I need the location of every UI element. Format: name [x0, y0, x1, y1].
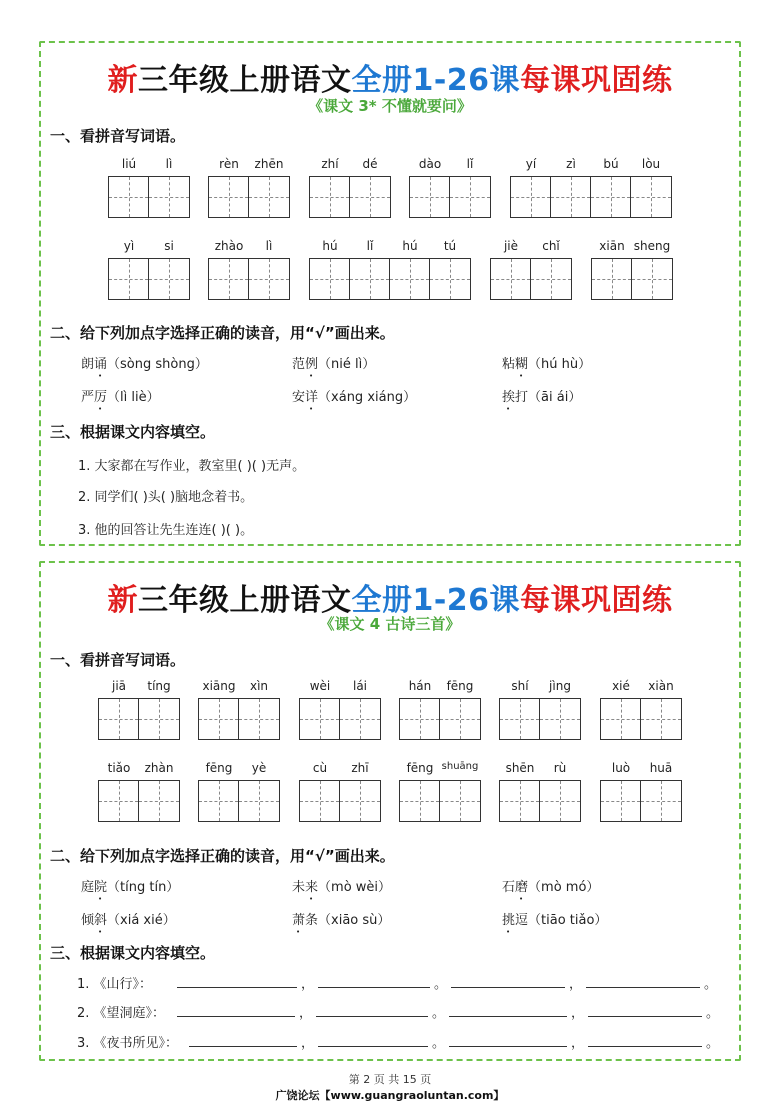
- pinyin-syllable: rèn: [219, 157, 239, 171]
- pinyin-line: [591, 239, 673, 255]
- word-group: [108, 157, 190, 219]
- answer-blank[interactable]: [451, 976, 565, 988]
- pinyin-syllable: zhī: [351, 761, 369, 775]
- pronunciation-choice[interactable]: [502, 876, 599, 903]
- writing-grid: [208, 258, 290, 300]
- pinyin-syllable: jìng: [549, 679, 571, 693]
- word-char: 条: [305, 913, 319, 928]
- dotted-char: 斜: [94, 913, 108, 928]
- writing-grid: [299, 780, 381, 822]
- title-part-range: 全册1-26课: [351, 63, 521, 98]
- tianzige-box[interactable]: [632, 259, 672, 299]
- tianzige-box[interactable]: [511, 177, 551, 217]
- title-part-new: 新: [107, 63, 138, 98]
- pinyin-line: [198, 761, 280, 777]
- punctuation: ，: [569, 977, 583, 992]
- tianzige-box[interactable]: [149, 259, 189, 299]
- answer-blank[interactable]: [177, 1005, 295, 1017]
- pinyin-syllable: rù: [553, 761, 567, 775]
- tianzige-box[interactable]: [99, 699, 139, 739]
- poem-fill-item: [77, 1032, 723, 1051]
- tianzige-box[interactable]: [631, 177, 671, 217]
- pinyin-syllable: wèi: [309, 679, 331, 693]
- fill-item-1[interactable]: 1. 大家都在写作业，教室里( )( )无声。: [78, 459, 306, 474]
- tianzige-box[interactable]: [410, 177, 450, 217]
- dotted-char: 诵: [94, 357, 108, 372]
- pinyin-syllable: lái: [352, 679, 368, 693]
- pinyin-syllable: huā: [649, 761, 673, 775]
- pinyin-line: [600, 679, 682, 695]
- writing-grid: [309, 176, 391, 218]
- pronunciation-choice[interactable]: [81, 353, 208, 380]
- lesson-subtitle: 《课文 3* 不懂就要问》: [308, 97, 472, 115]
- tianzige-box[interactable]: [500, 699, 540, 739]
- word-group: [299, 679, 381, 741]
- word-group: [510, 157, 672, 219]
- writing-grid: [299, 698, 381, 740]
- pinyin-options[interactable]: （xáng xiáng）: [318, 390, 417, 405]
- answer-blank[interactable]: [588, 1035, 702, 1047]
- pinyin-line: [399, 679, 481, 695]
- answer-blank[interactable]: [449, 1035, 567, 1047]
- word-group: [399, 761, 481, 823]
- tianzige-box[interactable]: [641, 781, 681, 821]
- word-group: [98, 761, 180, 823]
- answer-blank[interactable]: [586, 976, 700, 988]
- tianzige-box[interactable]: [531, 259, 571, 299]
- section-heading-fill: 三、根据课文内容填空。: [50, 944, 216, 962]
- card-title: [41, 55, 739, 99]
- writing-grid: [490, 258, 572, 300]
- pinyin-syllable: shí: [511, 679, 529, 693]
- dotted-char: 院: [94, 880, 108, 895]
- pinyin-options[interactable]: （sòng shòng）: [107, 357, 208, 372]
- dotted-char: 糊: [515, 357, 529, 372]
- tianzige-box[interactable]: [591, 177, 631, 217]
- pinyin-syllable: yè: [251, 761, 267, 775]
- pinyin-options[interactable]: （xiá xié）: [107, 913, 176, 928]
- punctuation: 。: [434, 977, 448, 992]
- pinyin-syllable: lòu: [641, 157, 661, 171]
- tianzige-box[interactable]: [491, 259, 531, 299]
- tianzige-box[interactable]: [99, 781, 139, 821]
- pinyin-syllable: jiè: [503, 239, 519, 253]
- section-heading-pinyin: 一、看拼音写词语。: [50, 651, 186, 669]
- word-group: [499, 679, 581, 741]
- exercise-card-lesson-3: [39, 41, 741, 546]
- word-group: [600, 761, 682, 823]
- writing-grid: [600, 698, 682, 740]
- word-char: 打: [515, 390, 529, 405]
- pinyin-line: [499, 679, 581, 695]
- tianzige-box[interactable]: [440, 699, 480, 739]
- answer-blank[interactable]: [189, 1035, 297, 1047]
- punctuation: ，: [571, 1006, 585, 1021]
- writing-grid: [309, 258, 471, 300]
- tianzige-box[interactable]: [249, 177, 289, 217]
- word-char: 严: [81, 390, 95, 405]
- dotted-char: 挑: [502, 913, 516, 928]
- writing-grid: [108, 258, 190, 300]
- tianzige-box[interactable]: [340, 781, 380, 821]
- tianzige-box[interactable]: [440, 781, 480, 821]
- word-char: 逗: [515, 913, 529, 928]
- lesson-subtitle: 《课文 4 古诗三首》: [319, 615, 461, 633]
- pinyin-syllable: lì: [165, 157, 173, 171]
- pronunciation-choice[interactable]: [502, 353, 591, 380]
- tianzige-box[interactable]: [641, 699, 681, 739]
- pinyin-line: [510, 157, 672, 173]
- word-group: [98, 679, 180, 741]
- pinyin-options[interactable]: （mò wèi）: [318, 880, 392, 895]
- pinyin-syllable: fēng: [205, 761, 233, 775]
- tianzige-box[interactable]: [500, 781, 540, 821]
- word-group: [309, 157, 391, 219]
- pinyin-syllable: lǐ: [466, 157, 474, 171]
- exercise-card-lesson-4: [39, 561, 741, 1061]
- pinyin-options[interactable]: （xiāo sù）: [318, 913, 391, 928]
- tianzige-box[interactable]: [450, 177, 490, 217]
- title-part-grade: 三年级上册语文: [137, 63, 352, 98]
- tianzige-box[interactable]: [601, 699, 641, 739]
- pinyin-line: [399, 761, 481, 777]
- writing-grid: [409, 176, 491, 218]
- tianzige-box[interactable]: [109, 259, 149, 299]
- section-heading-pinyin: 一、看拼音写词语。: [50, 127, 186, 145]
- pinyin-line: [198, 679, 280, 695]
- tianzige-box[interactable]: [310, 259, 350, 299]
- pronunciation-choice[interactable]: [502, 386, 581, 413]
- word-group: [299, 761, 381, 823]
- dotted-char: 萧: [292, 913, 306, 928]
- word-group: [208, 157, 290, 219]
- pronunciation-choice[interactable]: [292, 386, 416, 413]
- pinyin-syllable: zhí: [321, 157, 339, 171]
- writing-grid: [499, 780, 581, 822]
- word-group: [198, 761, 280, 823]
- title-part-practice: 每课巩固练: [520, 583, 673, 618]
- word-group: [309, 239, 471, 301]
- tianzige-box[interactable]: [300, 699, 340, 739]
- dotted-char: 来: [305, 880, 319, 895]
- pinyin-line: [108, 157, 190, 173]
- writing-grid: [198, 698, 280, 740]
- pronunciation-choice[interactable]: [292, 876, 391, 903]
- pinyin-syllable: xiān: [599, 239, 625, 253]
- pinyin-syllable: luò: [611, 761, 631, 775]
- tianzige-box[interactable]: [149, 177, 189, 217]
- writing-grid: [98, 780, 180, 822]
- word-char: 粘: [502, 357, 516, 372]
- pronunciation-choice[interactable]: [81, 876, 179, 903]
- pinyin-syllable: zì: [566, 157, 576, 171]
- pinyin-syllable: tú: [443, 239, 457, 253]
- pinyin-syllable: tíng: [147, 679, 171, 693]
- tianzige-box[interactable]: [199, 699, 239, 739]
- section-heading-fill: 三、根据课文内容填空。: [50, 423, 216, 441]
- tianzige-box[interactable]: [551, 177, 591, 217]
- writing-grid: [208, 176, 290, 218]
- pinyin-syllable: zhàn: [144, 761, 174, 775]
- punctuation: 。: [432, 1006, 446, 1021]
- tianzige-box[interactable]: [592, 259, 632, 299]
- pinyin-options[interactable]: （āi ái）: [528, 390, 582, 405]
- tianzige-box[interactable]: [400, 699, 440, 739]
- pinyin-syllable: liú: [121, 157, 137, 171]
- fill-item-2[interactable]: 2. 同学们( )头( )脑地念着书。: [78, 490, 254, 505]
- pinyin-line: [499, 761, 581, 777]
- word-char: 倾: [81, 913, 95, 928]
- answer-blank[interactable]: [318, 976, 430, 988]
- pinyin-syllable: xiāng: [202, 679, 236, 693]
- word-char: 未: [292, 880, 306, 895]
- title-part-range: 全册1-26课: [351, 583, 521, 618]
- fill-item-3[interactable]: 3. 他的回答让先生连连( )( )。: [78, 523, 254, 538]
- dotted-char: 详: [305, 390, 319, 405]
- pinyin-line: [208, 239, 290, 255]
- pinyin-options[interactable]: （nié lì）: [318, 357, 376, 372]
- tianzige-box[interactable]: [209, 177, 249, 217]
- answer-blank[interactable]: [316, 1005, 428, 1017]
- tianzige-box[interactable]: [540, 781, 580, 821]
- punctuation: 。: [706, 1036, 720, 1051]
- tianzige-box[interactable]: [400, 781, 440, 821]
- punctuation: 。: [706, 1006, 720, 1021]
- pinyin-syllable: dào: [418, 157, 442, 171]
- tianzige-box[interactable]: [601, 781, 641, 821]
- pinyin-syllable: shuāng: [441, 761, 479, 772]
- pinyin-line: [208, 157, 290, 173]
- pinyin-syllable: zhēn: [254, 157, 284, 171]
- word-group: [208, 239, 290, 301]
- pinyin-options[interactable]: （tíng tín）: [107, 880, 180, 895]
- punctuation: ，: [301, 977, 315, 992]
- word-char: 庭: [81, 880, 95, 895]
- pinyin-line: [309, 239, 471, 255]
- word-char: 范: [292, 357, 306, 372]
- pinyin-options[interactable]: （lì liè）: [107, 390, 160, 405]
- writing-grid: [510, 176, 672, 218]
- writing-grid: [499, 698, 581, 740]
- pinyin-syllable: chǐ: [542, 239, 560, 253]
- pronunciation-choice[interactable]: [81, 909, 176, 936]
- tianzige-box[interactable]: [239, 781, 279, 821]
- pinyin-line: [299, 761, 381, 777]
- site-footer: 广饶论坛【www.guangraoluntan.com】: [275, 1089, 505, 1102]
- pronunciation-choice[interactable]: [292, 909, 390, 936]
- pinyin-syllable: cù: [312, 761, 328, 775]
- tianzige-box[interactable]: [239, 699, 279, 739]
- pinyin-syllable: si: [164, 239, 174, 253]
- pinyin-line: [490, 239, 572, 255]
- poem-title: 1. 《山行》：: [77, 977, 153, 992]
- word-group: [490, 239, 572, 301]
- dotted-char: 挨: [502, 390, 516, 405]
- tianzige-box[interactable]: [340, 699, 380, 739]
- tianzige-box[interactable]: [350, 177, 390, 217]
- punctuation: ，: [301, 1036, 315, 1051]
- tianzige-box[interactable]: [139, 781, 179, 821]
- word-group: [600, 679, 682, 741]
- punctuation: 。: [704, 977, 718, 992]
- tianzige-box[interactable]: [139, 699, 179, 739]
- pinyin-line: [98, 761, 180, 777]
- word-group: [499, 761, 581, 823]
- tianzige-box[interactable]: [300, 781, 340, 821]
- pinyin-syllable: hú: [322, 239, 338, 253]
- pinyin-line: [98, 679, 180, 695]
- pinyin-line: [409, 157, 491, 173]
- pinyin-syllable: xìn: [249, 679, 269, 693]
- title-part-practice: 每课巩固练: [520, 63, 673, 98]
- tianzige-box[interactable]: [109, 177, 149, 217]
- pinyin-syllable: hán: [408, 679, 432, 693]
- page-number: 第 2 页 共 15 页: [348, 1073, 432, 1086]
- answer-blank[interactable]: [449, 1005, 567, 1017]
- tianzige-box[interactable]: [390, 259, 430, 299]
- word-char: 安: [292, 390, 306, 405]
- poem-title: 2. 《望洞庭》：: [77, 1006, 166, 1021]
- pinyin-options[interactable]: （mò mó）: [528, 880, 600, 895]
- pinyin-syllable: bú: [603, 157, 619, 171]
- tianzige-box[interactable]: [540, 699, 580, 739]
- pronunciation-choice[interactable]: [502, 909, 607, 936]
- poem-fill-item: [77, 973, 721, 992]
- title-part-grade: 三年级上册语文: [137, 583, 352, 618]
- pinyin-syllable: sheng: [633, 239, 671, 253]
- section-heading-pronunciation: 二、给下列加点字选择正确的读音，用“√”画出来。: [50, 847, 395, 865]
- writing-grid: [591, 258, 673, 300]
- word-group: [409, 157, 491, 219]
- dotted-char: 例: [305, 357, 319, 372]
- punctuation: ，: [571, 1036, 585, 1051]
- tianzige-box[interactable]: [430, 259, 470, 299]
- pinyin-syllable: zhào: [214, 239, 244, 253]
- word-group: [399, 679, 481, 741]
- word-group: [198, 679, 280, 741]
- pinyin-syllable: xiàn: [648, 679, 674, 693]
- writing-grid: [108, 176, 190, 218]
- poem-fill-item: [77, 1002, 723, 1021]
- tianzige-box[interactable]: [310, 177, 350, 217]
- section-heading-pronunciation: 二、给下列加点字选择正确的读音，用“√”画出来。: [50, 324, 395, 342]
- pronunciation-choice[interactable]: [292, 353, 375, 380]
- title-part-new: 新: [107, 583, 138, 618]
- pinyin-syllable: hú: [402, 239, 418, 253]
- pinyin-syllable: xié: [612, 679, 630, 693]
- pinyin-line: [309, 157, 391, 173]
- dotted-char: 厉: [94, 390, 108, 405]
- pinyin-syllable: yí: [525, 157, 537, 171]
- answer-blank[interactable]: [177, 976, 297, 988]
- pinyin-syllable: shēn: [505, 761, 535, 775]
- word-char: 石: [502, 880, 516, 895]
- pinyin-line: [600, 761, 682, 777]
- pinyin-line: [299, 679, 381, 695]
- word-group: [591, 239, 673, 301]
- writing-grid: [198, 780, 280, 822]
- writing-grid: [600, 780, 682, 822]
- answer-blank[interactable]: [318, 1035, 428, 1047]
- punctuation: 。: [432, 1036, 446, 1051]
- dotted-char: 磨: [515, 880, 529, 895]
- pinyin-syllable: tiǎo: [107, 761, 131, 775]
- pinyin-options[interactable]: （hú hù）: [528, 357, 592, 372]
- word-char: 朗: [81, 357, 95, 372]
- pinyin-syllable: lì: [265, 239, 273, 253]
- pinyin-syllable: yì: [123, 239, 135, 253]
- poem-title: 3. 《夜书所见》：: [77, 1036, 179, 1051]
- pinyin-syllable: fēng: [446, 679, 474, 693]
- writing-grid: [399, 780, 481, 822]
- tianzige-box[interactable]: [249, 259, 289, 299]
- punctuation: ，: [299, 1006, 313, 1021]
- tianzige-box[interactable]: [199, 781, 239, 821]
- pinyin-syllable: lǐ: [366, 239, 374, 253]
- pinyin-options[interactable]: （tiāo tiǎo）: [528, 913, 608, 928]
- writing-grid: [98, 698, 180, 740]
- tianzige-box[interactable]: [350, 259, 390, 299]
- pinyin-syllable: jiā: [111, 679, 127, 693]
- pinyin-syllable: dé: [362, 157, 378, 171]
- pinyin-syllable: fēng: [406, 761, 434, 775]
- tianzige-box[interactable]: [209, 259, 249, 299]
- pronunciation-choice[interactable]: [81, 386, 160, 413]
- writing-grid: [399, 698, 481, 740]
- word-group: [108, 239, 190, 301]
- pinyin-line: [108, 239, 190, 255]
- answer-blank[interactable]: [588, 1005, 702, 1017]
